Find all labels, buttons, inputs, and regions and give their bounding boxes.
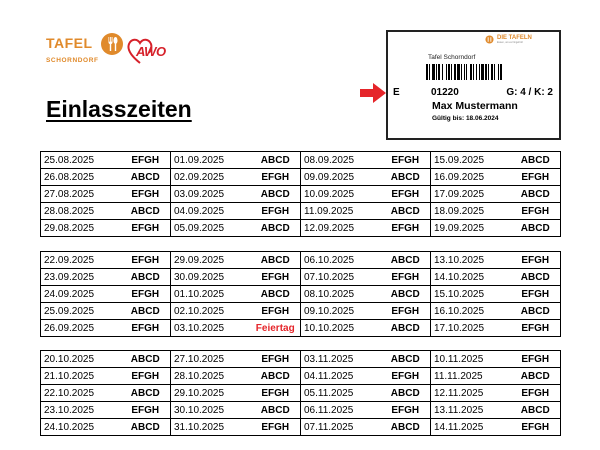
barcode-bar [461, 64, 462, 80]
barcode-bar [481, 64, 484, 80]
card-issuer: Tafel Schorndorf [428, 54, 476, 61]
date-cell: 29.09.2025 [171, 252, 251, 269]
date-cell: 16.10.2025 [431, 303, 511, 320]
card-group-letter: E [393, 87, 400, 98]
barcode-bar [432, 64, 435, 80]
date-cell: 09.10.2025 [301, 303, 381, 320]
page-title: Einlasszeiten [46, 96, 192, 122]
group-cell: EFGH [511, 385, 561, 402]
group-cell: ABCD [251, 152, 301, 169]
card-holder-name: Max Mustermann [432, 100, 518, 112]
group-cell: EFGH [381, 186, 431, 203]
table-row [41, 402, 561, 419]
group-cell: EFGH [381, 269, 431, 286]
die-tafeln-text: DIE TAFELN [497, 35, 532, 41]
table-row [41, 303, 561, 320]
group-cell: ABCD [381, 252, 431, 269]
barcode-bar [448, 64, 450, 80]
group-cell: EFGH [381, 402, 431, 419]
group-cell: ABCD [121, 419, 171, 436]
barcode-bar [498, 64, 499, 80]
date-cell: 16.09.2025 [431, 169, 511, 186]
holiday-cell: Feiertag [251, 320, 301, 337]
group-cell: ABCD [511, 303, 561, 320]
date-cell: 25.09.2025 [41, 303, 121, 320]
group-cell: ABCD [511, 368, 561, 385]
date-cell: 29.10.2025 [171, 385, 251, 402]
group-cell: ABCD [511, 220, 561, 237]
table-row [41, 419, 561, 436]
group-cell: ABCD [381, 286, 431, 303]
group-cell: EFGH [511, 320, 561, 337]
date-cell: 12.09.2025 [301, 220, 381, 237]
date-cell: 29.08.2025 [41, 220, 121, 237]
die-tafeln-tagline: Essen, wo es hingehört [497, 41, 523, 44]
date-cell: 24.09.2025 [41, 286, 121, 303]
schedule-table-1 [40, 151, 561, 237]
group-cell: ABCD [381, 419, 431, 436]
table-row [41, 252, 561, 269]
barcode-bar [470, 64, 472, 80]
table-row [41, 320, 561, 337]
group-cell: EFGH [251, 269, 301, 286]
date-cell: 03.11.2025 [301, 351, 381, 368]
date-cell: 01.10.2025 [171, 286, 251, 303]
table-row [41, 169, 561, 186]
date-cell: 02.10.2025 [171, 303, 251, 320]
group-cell: EFGH [381, 368, 431, 385]
group-cell: ABCD [121, 303, 171, 320]
table-row [41, 152, 561, 169]
barcode-bar [488, 64, 489, 80]
barcode-bar [438, 64, 440, 80]
date-cell: 14.11.2025 [431, 419, 511, 436]
group-cell: EFGH [511, 203, 561, 220]
date-cell: 01.09.2025 [171, 152, 251, 169]
date-cell: 23.09.2025 [41, 269, 121, 286]
date-cell: 28.08.2025 [41, 203, 121, 220]
date-cell: 20.10.2025 [41, 351, 121, 368]
date-cell: 05.09.2025 [171, 220, 251, 237]
date-cell: 21.10.2025 [41, 368, 121, 385]
group-cell: EFGH [511, 286, 561, 303]
group-cell: EFGH [511, 351, 561, 368]
date-cell: 18.09.2025 [431, 203, 511, 220]
table-row [41, 220, 561, 237]
date-cell: 11.11.2025 [431, 368, 511, 385]
barcode-bar [429, 64, 430, 80]
table-row [41, 186, 561, 203]
group-cell: ABCD [381, 385, 431, 402]
group-cell: EFGH [511, 169, 561, 186]
date-cell: 10.11.2025 [431, 351, 511, 368]
tafel-logo-location: SCHORNDORF [46, 57, 99, 64]
date-cell: 15.09.2025 [431, 152, 511, 169]
barcode-bar [494, 64, 495, 80]
group-cell: ABCD [251, 252, 301, 269]
date-cell: 17.09.2025 [431, 186, 511, 203]
group-cell: EFGH [251, 351, 301, 368]
group-cell: ABCD [121, 385, 171, 402]
group-cell: ABCD [381, 203, 431, 220]
card-group-info: G: 4 / K: 2 [506, 87, 553, 98]
date-cell: 06.10.2025 [301, 252, 381, 269]
barcode-bar [442, 64, 443, 80]
table-row [41, 351, 561, 368]
tafel-logo-text: TAFEL [46, 35, 93, 51]
barcode-bar [426, 64, 428, 80]
date-cell: 12.11.2025 [431, 385, 511, 402]
date-cell: 08.10.2025 [301, 286, 381, 303]
member-card [386, 30, 561, 140]
fork-spoon-icon [100, 32, 124, 56]
group-cell: ABCD [121, 169, 171, 186]
group-cell: ABCD [381, 169, 431, 186]
date-cell: 26.09.2025 [41, 320, 121, 337]
barcode-bar [436, 64, 437, 80]
awo-logo-text: AWO [136, 44, 166, 59]
group-cell: EFGH [121, 402, 171, 419]
table-row [41, 368, 561, 385]
barcode-bar [451, 64, 452, 80]
date-cell: 13.11.2025 [431, 402, 511, 419]
group-cell: ABCD [381, 320, 431, 337]
date-cell: 30.10.2025 [171, 402, 251, 419]
date-cell: 22.10.2025 [41, 385, 121, 402]
date-cell: 04.11.2025 [301, 368, 381, 385]
date-cell: 04.09.2025 [171, 203, 251, 220]
barcode-bar [479, 64, 480, 80]
date-cell: 25.08.2025 [41, 152, 121, 169]
group-cell: ABCD [511, 152, 561, 169]
group-cell: ABCD [511, 269, 561, 286]
date-cell: 10.10.2025 [301, 320, 381, 337]
group-cell: EFGH [511, 252, 561, 269]
group-cell: ABCD [121, 269, 171, 286]
date-cell: 26.08.2025 [41, 169, 121, 186]
date-cell: 05.11.2025 [301, 385, 381, 402]
date-cell: 13.10.2025 [431, 252, 511, 269]
date-cell: 14.10.2025 [431, 269, 511, 286]
table-row [41, 385, 561, 402]
group-cell: EFGH [251, 303, 301, 320]
group-cell: EFGH [251, 385, 301, 402]
red-arrow-icon [360, 82, 386, 104]
group-cell: ABCD [511, 402, 561, 419]
group-cell: EFGH [121, 186, 171, 203]
barcode-bar [446, 64, 447, 80]
group-cell: ABCD [381, 351, 431, 368]
date-cell: 07.11.2025 [301, 419, 381, 436]
barcode [426, 64, 516, 80]
group-cell: EFGH [511, 419, 561, 436]
barcode-bar [491, 64, 493, 80]
group-cell: EFGH [251, 169, 301, 186]
group-cell: EFGH [251, 419, 301, 436]
date-cell: 30.09.2025 [171, 269, 251, 286]
date-cell: 15.10.2025 [431, 286, 511, 303]
date-cell: 06.11.2025 [301, 402, 381, 419]
barcode-bar [485, 64, 487, 80]
group-cell: ABCD [251, 368, 301, 385]
date-cell: 02.09.2025 [171, 169, 251, 186]
date-cell: 11.09.2025 [301, 203, 381, 220]
group-cell: EFGH [121, 320, 171, 337]
barcode-bar [473, 64, 474, 80]
group-cell: EFGH [381, 220, 431, 237]
group-cell: ABCD [511, 186, 561, 203]
group-cell: EFGH [121, 286, 171, 303]
date-cell: 27.10.2025 [171, 351, 251, 368]
group-cell: ABCD [121, 351, 171, 368]
die-tafeln-icon [485, 35, 494, 44]
barcode-bar [500, 64, 502, 80]
date-cell: 17.10.2025 [431, 320, 511, 337]
date-cell: 03.09.2025 [171, 186, 251, 203]
group-cell: ABCD [251, 286, 301, 303]
group-cell: EFGH [381, 152, 431, 169]
barcode-bar [466, 64, 467, 80]
date-cell: 09.09.2025 [301, 169, 381, 186]
date-cell: 23.10.2025 [41, 402, 121, 419]
date-cell: 10.09.2025 [301, 186, 381, 203]
date-cell: 03.10.2025 [171, 320, 251, 337]
die-tafeln-logo [483, 35, 553, 45]
date-cell: 07.10.2025 [301, 269, 381, 286]
date-cell: 22.09.2025 [41, 252, 121, 269]
date-cell: 27.08.2025 [41, 186, 121, 203]
group-cell: ABCD [251, 402, 301, 419]
barcode-bar [454, 64, 456, 80]
date-cell: 31.10.2025 [171, 419, 251, 436]
group-cell: ABCD [121, 203, 171, 220]
barcode-bar [476, 64, 477, 80]
table-row [41, 203, 561, 220]
group-cell: EFGH [121, 220, 171, 237]
barcode-bar [457, 64, 460, 80]
date-cell: 24.10.2025 [41, 419, 121, 436]
schedule-table-2 [40, 251, 561, 337]
card-id-line [388, 86, 553, 100]
card-valid-until: Gültig bis: 18.06.2024 [432, 115, 499, 122]
date-cell: 19.09.2025 [431, 220, 511, 237]
table-row [41, 286, 561, 303]
table-row [41, 269, 561, 286]
group-cell: EFGH [121, 252, 171, 269]
group-cell: EFGH [381, 303, 431, 320]
date-cell: 08.09.2025 [301, 152, 381, 169]
card-number: 01220 [431, 87, 459, 98]
group-cell: EFGH [121, 152, 171, 169]
barcode-bar [464, 64, 465, 80]
group-cell: ABCD [251, 220, 301, 237]
schedule-table-3 [40, 350, 561, 436]
awo-logo [126, 36, 170, 66]
group-cell: ABCD [251, 186, 301, 203]
group-cell: EFGH [251, 203, 301, 220]
date-cell: 28.10.2025 [171, 368, 251, 385]
group-cell: EFGH [121, 368, 171, 385]
